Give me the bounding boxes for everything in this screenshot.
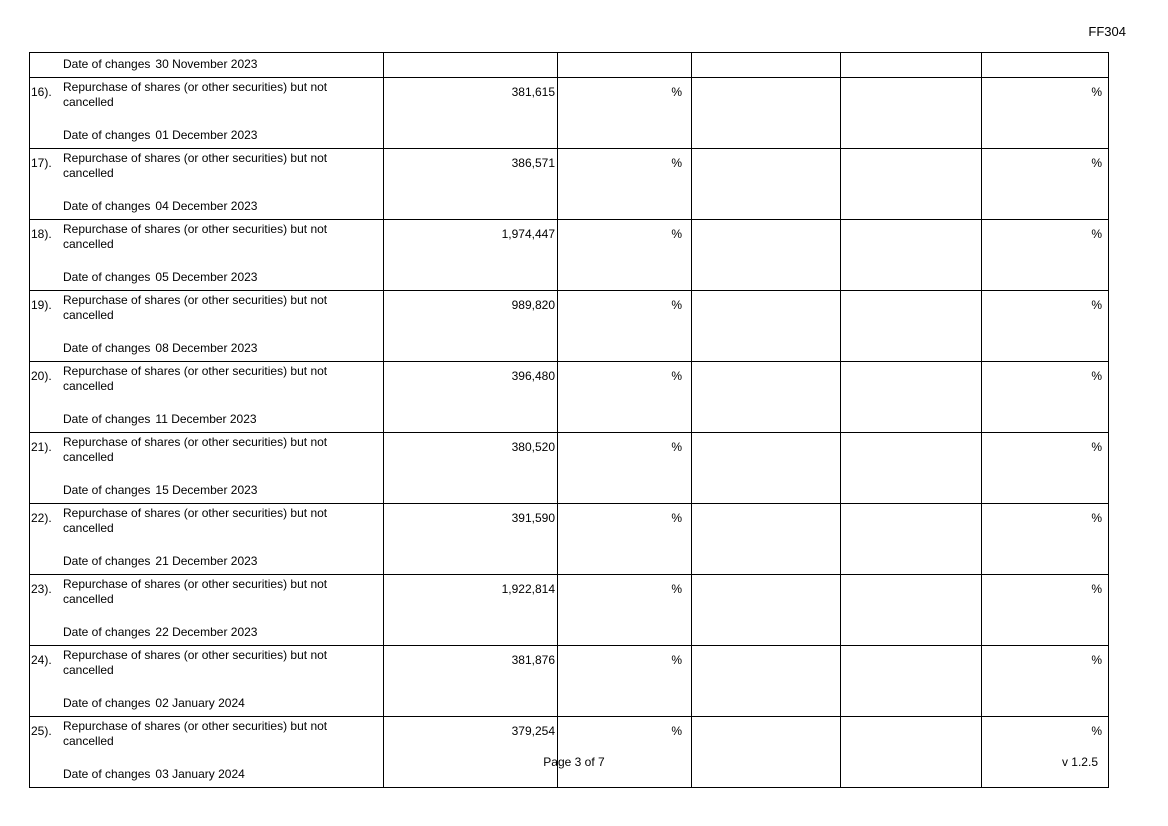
table-row	[30, 78, 1109, 149]
row-description: Repurchase of shares (or other securities) but not cancelled	[63, 577, 328, 606]
date-label: Date of changes	[63, 554, 151, 568]
quantity-cell: 381,876	[384, 646, 558, 717]
row-description: Repurchase of shares (or other securities) but not cancelled	[63, 222, 328, 251]
date-of-changes	[63, 128, 257, 143]
percent-cell: %	[558, 220, 692, 291]
percent-cell: %	[982, 575, 1109, 646]
date-label: Date of changes	[63, 625, 151, 639]
date-of-changes	[63, 696, 245, 711]
description-cell	[30, 53, 384, 78]
share-changes-table	[29, 52, 1109, 788]
description-cell	[30, 291, 384, 362]
quantity-cell: 381,615	[384, 78, 558, 149]
table-row	[30, 575, 1109, 646]
date-value: 08 December 2023	[155, 341, 258, 355]
empty-cell	[841, 78, 982, 149]
empty-cell	[692, 717, 841, 788]
quantity-cell: 1,974,447	[384, 220, 558, 291]
description-cell	[30, 575, 384, 646]
percent-cell: %	[982, 291, 1109, 362]
description-cell	[30, 433, 384, 504]
quantity-cell: 380,520	[384, 433, 558, 504]
row-description: Repurchase of shares (or other securities) but not cancelled	[63, 648, 328, 677]
row-description: Repurchase of shares (or other securities) but not cancelled	[63, 719, 328, 748]
percent-cell: %	[982, 220, 1109, 291]
row-number: 24).	[31, 653, 52, 667]
table-row	[30, 220, 1109, 291]
percent-cell: %	[982, 646, 1109, 717]
date-of-changes	[63, 483, 257, 498]
description-cell	[30, 149, 384, 220]
table-row	[30, 433, 1109, 504]
empty-cell	[841, 433, 982, 504]
date-of-changes	[63, 554, 257, 569]
quantity-cell: 989,820	[384, 291, 558, 362]
row-description: Repurchase of shares (or other securities) but not cancelled	[63, 364, 328, 393]
table-row	[30, 646, 1109, 717]
empty-cell	[841, 220, 982, 291]
description-cell	[30, 504, 384, 575]
empty-cell	[841, 504, 982, 575]
percent-cell: %	[558, 717, 692, 788]
date-label: Date of changes	[63, 128, 151, 142]
empty-cell	[692, 504, 841, 575]
empty-cell	[692, 575, 841, 646]
form-code: FF304	[1088, 24, 1126, 39]
date-of-changes	[63, 412, 257, 427]
date-value: 04 December 2023	[155, 199, 258, 213]
row-number: 20).	[31, 369, 52, 383]
empty-cell	[841, 291, 982, 362]
empty-cell	[841, 646, 982, 717]
description-cell	[30, 220, 384, 291]
row-number: 19).	[31, 298, 52, 312]
percent-cell: %	[982, 362, 1109, 433]
empty-cell	[841, 362, 982, 433]
percent-cell: %	[982, 717, 1109, 788]
date-value: 30 November 2023	[155, 57, 258, 71]
table-row	[30, 717, 1109, 788]
percent-cell: %	[558, 78, 692, 149]
quantity-cell: 396,480	[384, 362, 558, 433]
date-value: 11 December 2023	[155, 412, 257, 426]
empty-cell	[692, 362, 841, 433]
date-value: 01 December 2023	[155, 128, 258, 142]
quantity-cell: 379,254	[384, 717, 558, 788]
date-value: 21 December 2023	[155, 554, 258, 568]
description-cell	[30, 646, 384, 717]
description-cell	[30, 78, 384, 149]
row-number: 25).	[31, 724, 52, 738]
date-of-changes	[63, 57, 257, 72]
row-description: Repurchase of shares (or other securities) but not cancelled	[63, 435, 328, 464]
row-number: 18).	[31, 227, 52, 241]
empty-cell	[841, 53, 982, 78]
date-value: 03 January 2024	[155, 767, 245, 781]
table-row	[30, 504, 1109, 575]
table-row	[30, 149, 1109, 220]
description-cell	[30, 717, 384, 788]
row-description: Repurchase of shares (or other securities) but not cancelled	[63, 293, 328, 322]
row-number: 22).	[31, 511, 52, 525]
empty-cell	[692, 646, 841, 717]
description-cell	[30, 362, 384, 433]
date-of-changes	[63, 270, 257, 285]
percent-cell: %	[558, 504, 692, 575]
empty-cell	[841, 149, 982, 220]
row-description: Repurchase of shares (or other securities) but not cancelled	[63, 80, 328, 109]
empty-cell	[692, 149, 841, 220]
quantity-cell: 391,590	[384, 504, 558, 575]
row-number: 17).	[31, 156, 52, 170]
percent-cell: %	[558, 362, 692, 433]
date-label: Date of changes	[63, 696, 151, 710]
date-value: 15 December 2023	[155, 483, 258, 497]
empty-cell	[692, 433, 841, 504]
date-of-changes	[63, 767, 245, 782]
row-description: Repurchase of shares (or other securities) but not cancelled	[63, 151, 328, 180]
percent-cell: %	[982, 433, 1109, 504]
percent-cell	[982, 53, 1109, 78]
table-row	[30, 53, 1109, 78]
percent-cell: %	[558, 291, 692, 362]
date-of-changes	[63, 199, 257, 214]
date-label: Date of changes	[63, 199, 151, 213]
percent-cell: %	[982, 149, 1109, 220]
quantity-cell	[384, 53, 558, 78]
percent-cell: %	[558, 149, 692, 220]
date-value: 02 January 2024	[155, 696, 245, 710]
date-label: Date of changes	[63, 57, 151, 71]
percent-cell: %	[982, 78, 1109, 149]
row-number: 21).	[31, 440, 52, 454]
table-row	[30, 362, 1109, 433]
date-label: Date of changes	[63, 412, 151, 426]
table-row	[30, 291, 1109, 362]
empty-cell	[692, 53, 841, 78]
row-number: 23).	[31, 582, 52, 596]
row-description: Repurchase of shares (or other securities) but not cancelled	[63, 506, 328, 535]
version-label: v 1.2.5	[1061, 755, 1098, 769]
date-of-changes	[63, 341, 257, 356]
empty-cell	[841, 717, 982, 788]
empty-cell	[692, 291, 841, 362]
date-label: Date of changes	[63, 767, 151, 781]
percent-cell: %	[558, 433, 692, 504]
quantity-cell: 1,922,814	[384, 575, 558, 646]
percent-cell: %	[558, 646, 692, 717]
empty-cell	[692, 220, 841, 291]
empty-cell	[692, 78, 841, 149]
date-label: Date of changes	[63, 341, 151, 355]
date-label: Date of changes	[63, 483, 151, 497]
percent-cell: %	[558, 575, 692, 646]
empty-cell	[841, 575, 982, 646]
date-value: 22 December 2023	[155, 625, 258, 639]
quantity-cell: 386,571	[384, 149, 558, 220]
percent-cell: %	[982, 504, 1109, 575]
page-number: Page 3 of 7	[543, 755, 605, 769]
row-number: 16).	[31, 85, 52, 99]
percent-cell	[558, 53, 692, 78]
date-value: 05 December 2023	[155, 270, 258, 284]
date-of-changes	[63, 625, 257, 640]
date-label: Date of changes	[63, 270, 151, 284]
